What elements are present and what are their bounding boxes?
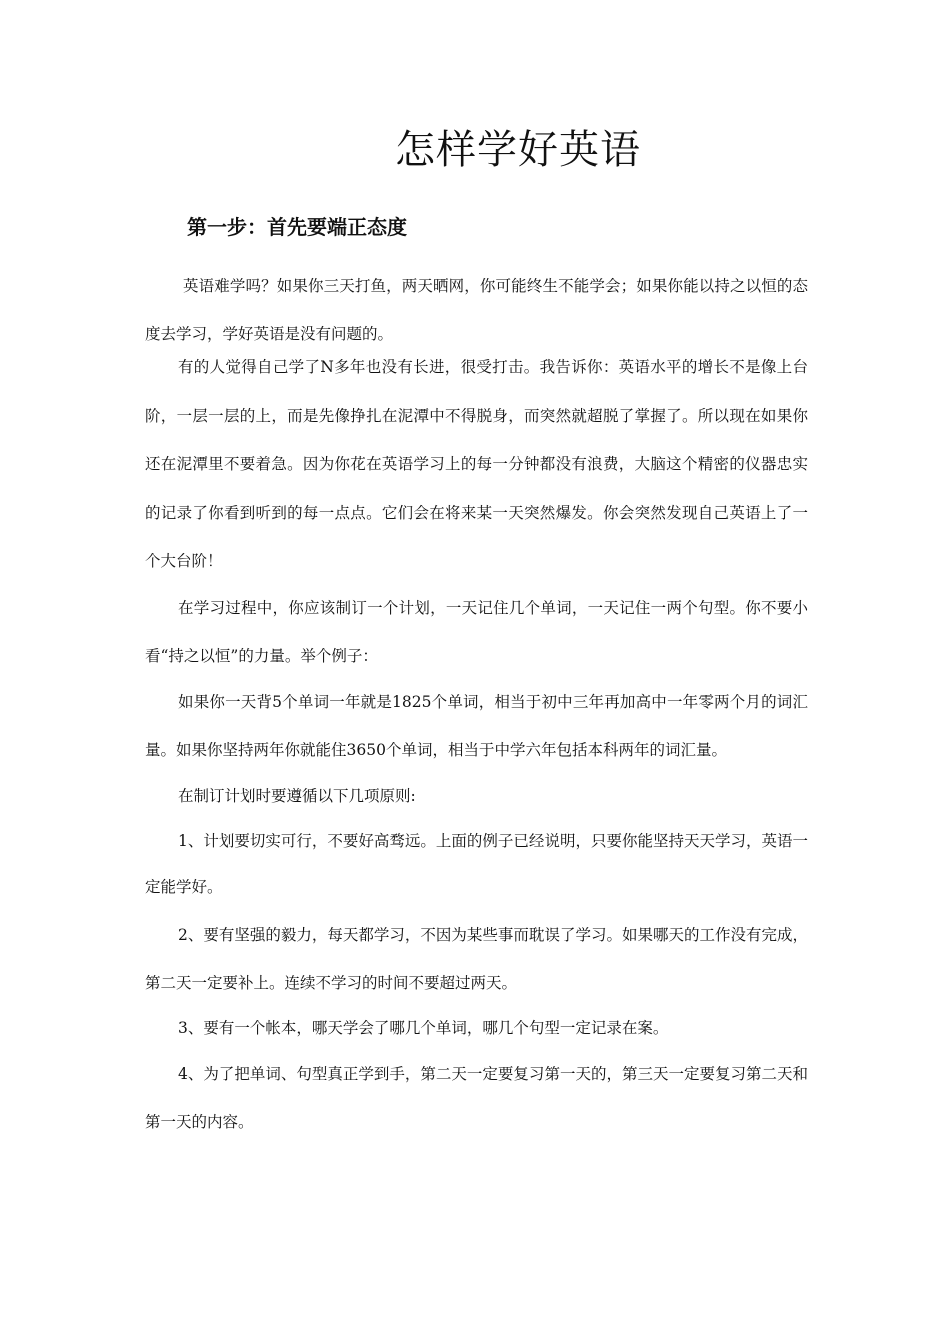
paragraph-8: 3、要有一个帐本，哪天学会了哪几个单词，哪几个句型一定记录在案。 [178, 1019, 669, 1037]
paragraph-1: 英语难学吗？如果你三天打鱼，两天晒网，你可能终生不能学会；如果你能以持之以恒的态度去学习，学好英语是没有问题的。 [145, 277, 808, 343]
paragraph-5: 在制订计划时要遵循以下几项原则: [178, 787, 416, 805]
paragraph-2: 有的人觉得自己学了N多年也没有长进，很受打击。我告诉你：英语水平的增长不是像上台阶，一层一层的上，而是先像挣扎在泥潭中不得脱身，而突然就超脱了掌握了。所以现在如果你还在泥潭里不要着急。因为你花在英语学习上的每一分钟都没有浪费，大脑这个精密的仪器忠实的记录了你看到听到的每一点点。它们会在将来某一天突然爆发。你会突然发现自己英语上了一个大台阶！ [145, 358, 808, 570]
document-title: 怎样学好英语 [395, 127, 641, 173]
paragraph-6: 1、计划要切实可行，不要好高骛远。上面的例子已经说明，只要你能坚持天天学习，英语一定能学好。 [145, 832, 808, 896]
section-heading: 第一步：首先要端正态度 [187, 215, 407, 239]
paragraph-7: 2、要有坚强的毅力，每天都学习，不因为某些事而耽误了学习。如果哪天的工作没有完成，第二天一定要补上。连续不学习的时间不要超过两天。 [145, 926, 808, 992]
paragraph-9: 4、为了把单词、句型真正学到手，第二天一定要复习第一天的，第三天一定要复习第二天和第一天的内容。 [145, 1065, 808, 1131]
paragraph-4: 如果你一天背5个单词一年就是1825个单词，相当于初中三年再加高中一年零两个月的词汇量。如果你坚持两年你就能住3650个单词，相当于中学六年包括本科两年的词汇量。 [145, 693, 808, 759]
paragraph-3: 在学习过程中，你应该制订一个计划，一天记住几个单词，一天记住一两个句型。你不要小看“持之以恒”的力量。举个例子： [145, 599, 808, 665]
